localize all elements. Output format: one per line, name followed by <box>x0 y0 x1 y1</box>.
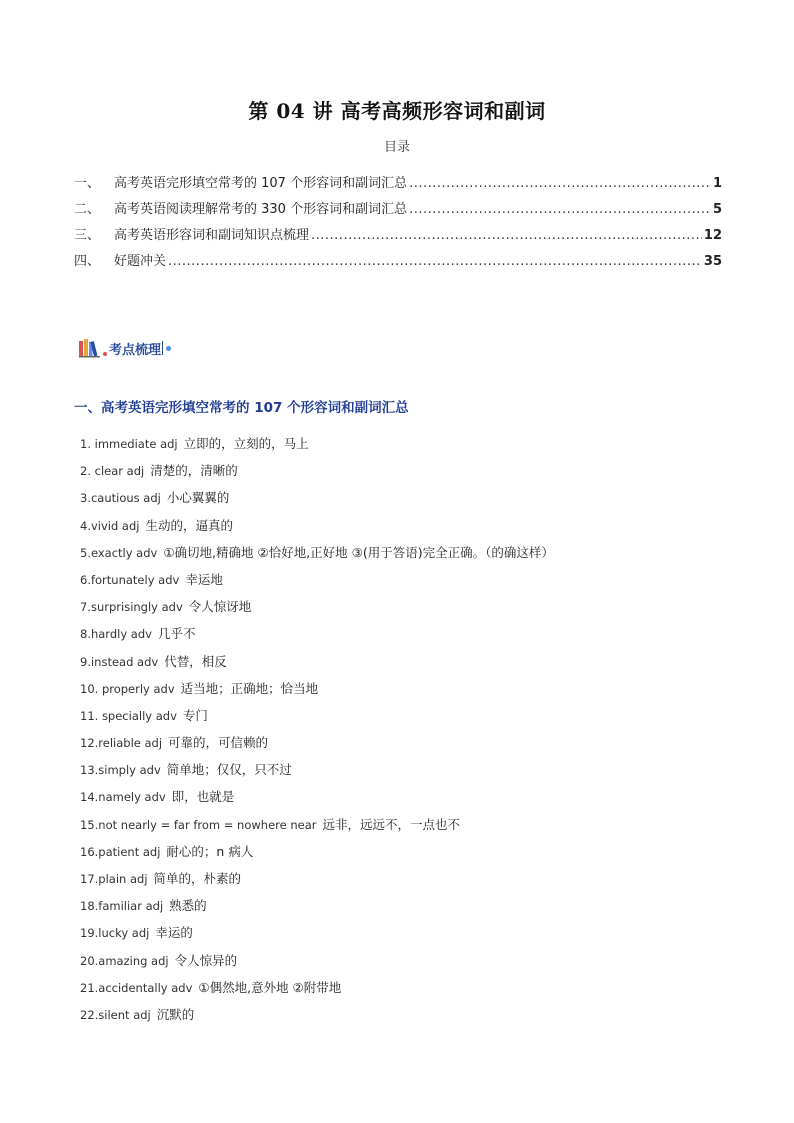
list-item <box>80 896 740 923</box>
toc-entry-number: 二、 <box>74 202 101 217</box>
toc-leader-dots <box>168 254 702 269</box>
vocab-term: 20.amazing adj <box>80 953 169 968</box>
list-item <box>80 706 740 733</box>
badge-label: 考点梳理 <box>109 342 162 358</box>
vocab-term: 22.silent adj <box>80 1007 151 1022</box>
vocab-term: 9.instead adv <box>80 654 159 669</box>
vocab-meaning: 适当地；正确地；恰当地 <box>180 680 319 696</box>
list-item <box>80 923 740 950</box>
vocab-term: 3.cautious adj <box>80 491 161 506</box>
vocab-term: 7.surprisingly adv <box>80 600 183 615</box>
section-heading: 一、高考英语完形填空常考的 107 个形容词和副词汇总 <box>74 400 409 416</box>
vocab-term: 12.reliable adj <box>80 736 163 751</box>
vocab-term: 2. clear adj <box>80 464 145 479</box>
vocab-term: 4.vivid adj <box>80 518 140 533</box>
books-icon <box>78 338 102 358</box>
vocab-meaning: 即，也就是 <box>171 789 235 805</box>
vocab-term: 8.hardly adv <box>80 627 152 642</box>
list-item <box>80 787 740 814</box>
toc-entry[interactable] <box>74 172 722 198</box>
vocab-meaning: 简单地；仅仅，只不过 <box>166 762 292 778</box>
vocab-meaning: 生动的，逼真的 <box>145 517 233 533</box>
vocab-term: 15.not nearly = far from = nowhere near <box>80 817 317 832</box>
list-item <box>80 1005 740 1032</box>
vocab-meaning: 耐心的；n 病人 <box>166 843 254 859</box>
key-points-badge <box>78 337 171 359</box>
toc-entry[interactable] <box>74 224 722 250</box>
list-item <box>80 543 740 570</box>
vocab-meaning: 幸运的 <box>155 925 193 941</box>
list-item <box>80 597 740 624</box>
toc-entry-text: 高考英语形容词和副词知识点梳理 <box>114 228 310 243</box>
toc-entry-page: 1 <box>712 176 722 191</box>
toc-leader-dots <box>311 228 702 243</box>
list-item <box>80 624 740 651</box>
list-item <box>80 815 740 842</box>
vocab-meaning: 可靠的，可信赖的 <box>168 735 269 751</box>
vocab-meaning: 小心翼翼的 <box>166 490 230 506</box>
list-item <box>80 733 740 760</box>
toc-entry-page: 35 <box>703 254 722 269</box>
toc-entry-number: 四、 <box>74 254 101 269</box>
vocab-term: 6.fortunately adv <box>80 572 180 587</box>
vocab-meaning: 幸运地 <box>185 571 223 587</box>
vocab-meaning: 远非，远远不，一点也不 <box>322 816 461 832</box>
toc-leader-dots <box>409 176 711 191</box>
badge-cursor-bar <box>162 341 163 355</box>
list-item <box>80 842 740 869</box>
vocab-meaning: 专门 <box>182 707 208 723</box>
toc-heading: 目录 <box>383 140 410 155</box>
toc-entry[interactable] <box>74 198 722 224</box>
table-of-contents <box>74 172 722 276</box>
toc-entry-page: 5 <box>712 202 722 217</box>
list-item <box>80 869 740 896</box>
list-item <box>80 516 740 543</box>
vocab-term: 16.patient adj <box>80 844 161 859</box>
list-item <box>80 488 740 515</box>
list-item <box>80 461 740 488</box>
vocab-meaning: 清楚的，清晰的 <box>150 463 238 479</box>
toc-entry[interactable] <box>74 250 722 276</box>
toc-entry-page: 12 <box>703 228 722 243</box>
vocab-meaning: 简单的，朴素的 <box>153 871 242 886</box>
toc-entry-text: 高考英语完形填空常考的 107 个形容词和副词汇总 <box>114 176 408 191</box>
list-item <box>80 760 740 787</box>
badge-dot <box>103 352 107 356</box>
toc-leader-dots <box>409 202 711 217</box>
vocab-term: 14.namely adv <box>80 790 166 805</box>
list-item <box>80 434 740 461</box>
vocab-meaning: 令人惊讶地 <box>188 599 252 615</box>
toc-entry-number: 一、 <box>74 176 101 191</box>
vocab-list <box>80 434 740 1032</box>
vocab-term: 17.plain adj <box>80 872 148 886</box>
list-item <box>80 652 740 679</box>
vocab-meaning: 熟悉的 <box>169 898 207 914</box>
page-title: 第 04 讲 高考高频形容词和副词 <box>248 99 546 123</box>
list-item <box>80 570 740 597</box>
vocab-term: 13.simply adv <box>80 763 161 778</box>
vocab-term: 1. immediate adj <box>80 437 178 451</box>
vocab-meaning: ①确切地,精确地 ②恰好地,正好地 ③(用于答语)完全正确。（的确这样） <box>163 544 554 560</box>
vocab-meaning: 几乎不 <box>157 626 196 642</box>
list-item <box>80 978 740 1005</box>
vocab-term: 21.accidentally adv <box>80 980 193 995</box>
toc-entry-number: 三、 <box>74 228 101 243</box>
vocab-meaning: 令人惊异的 <box>174 952 238 968</box>
list-item <box>80 679 740 706</box>
vocab-meaning: 沉默的 <box>156 1006 195 1022</box>
vocab-meaning: 立即的，立刻的，马上 <box>183 436 309 451</box>
vocab-term: 19.lucky adj <box>80 926 150 941</box>
vocab-meaning: 代替，相反 <box>164 653 227 669</box>
vocab-term: 10. properly adv <box>80 681 175 696</box>
vocab-term: 5.exactly adv <box>80 545 158 560</box>
toc-entry-text: 高考英语阅读理解常考的 330 个形容词和副词汇总 <box>114 202 408 217</box>
list-item <box>80 951 740 978</box>
vocab-term: 18.familiar adj <box>80 899 164 914</box>
vocab-term: 11. specially adv <box>80 708 177 723</box>
toc-entry-text: 好题冲关 <box>114 254 167 269</box>
vocab-meaning: ①偶然地,意外地 ②附带地 <box>198 979 342 995</box>
badge-dot <box>166 346 171 351</box>
